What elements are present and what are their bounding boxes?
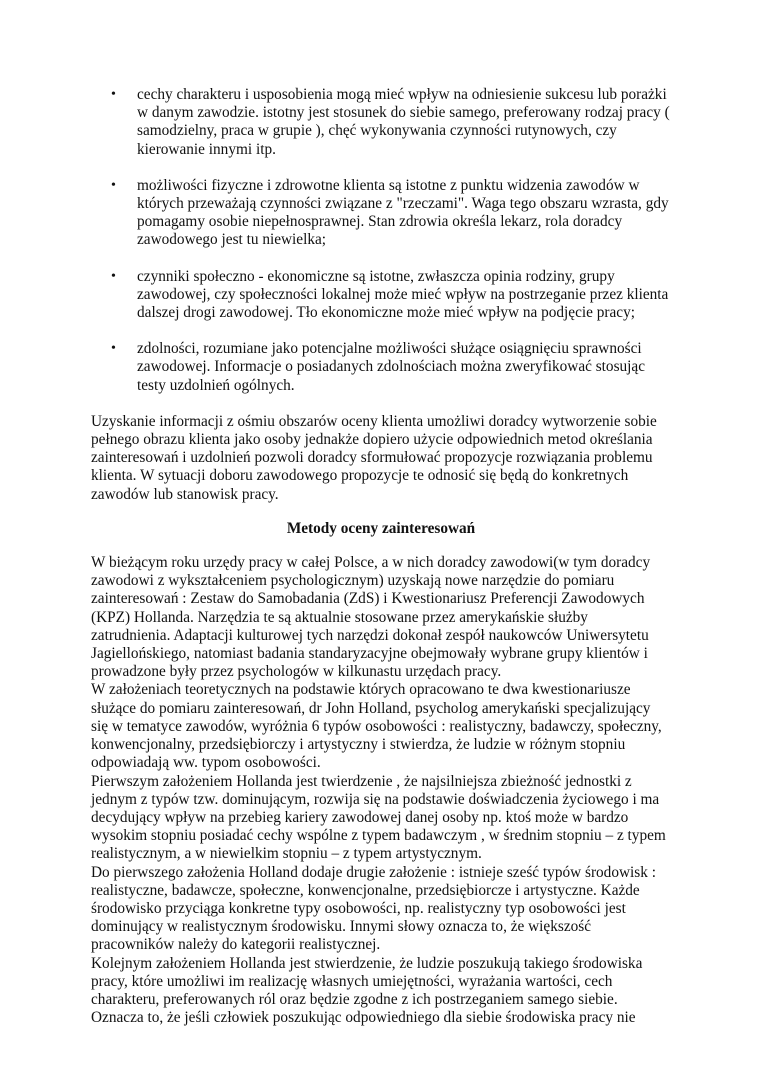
list-item (91, 268, 671, 323)
body-paragraph: Do pierwszego założenia Holland dodaje drugie założenie : istnieje sześć typów środowisk : realistyczne, badawcze, społeczne, konwencjonalne, przedsiębiorcze i artystyczne. Każde środowisko przyciąga konkretne typy osobowości, np. realistyczny typ osobowości jest dominujący w realistycznym środowisku. Innymi słowy oznacza to, że większość pracowników należy do kategorii realistycznej. (91, 863, 656, 954)
list-item (91, 86, 671, 159)
section-heading: Metody oceny zainteresowań (286, 519, 476, 537)
body-paragraph: W bieżącym roku urzędy pracy w całej Polsce, a w nich doradcy zawodowi(w tym doradcy zawodowi z wykształceniem psychologicznym) uzyskają nowe narzędzie do pomiaru zainteresowań : Zestaw do Samobadania (ZdS) i Kwestionariusz Preferencji Zawodowych (KPZ) Hollanda. Narzędzia te są aktualnie stosowane przez amerykańskie służby zatrudnienia. Adaptacji kulturowej tych narzędzi dokonał zespół naukowców Uniwersytetu Jagiellońskiego, natomiast badania standaryzacyjne obejmowały wybrane grupy klientów i prowadzone były przez psychologów w kilkunastu urzędach pracy. (91, 554, 651, 681)
list-item (91, 340, 671, 395)
bullet-text: czynniki społeczno - ekonomiczne są istotne, zwłaszcza opinia rodziny, grupy zawodowej, czy społeczności lokalnej może mieć wpływ na postrzeganie przez klienta dalszej drogi zawodowej. Tło ekonomiczne może mieć wpływ na podjęcie pracy; (137, 267, 669, 322)
body-paragraph: Kolejnym założeniem Hollanda jest stwierdzenie, że ludzie poszukują takiego środowiska pracy, które umożliwi im realizację własnych umiejętności, wyrażania wartości, cech charakteru, preferowanych ról oraz będzie zgodne z ich postrzeganiem samego siebie. Oznacza to, że jeśli człowiek poszukując odpowiedniego dla siebie środowiska pracy nie (91, 954, 643, 1027)
bullet-icon: • (111, 87, 116, 102)
bullet-text: możliwości fizyczne i zdrowotne klienta są istotne z punktu widzenia zawodów w których przeważają czynności związane z "rzeczami". Waga tego obszaru wzrasta, gdy pomagamy osobie niepełnosprawnej. Stan zdrowia określa lekarz, rola doradcy zawodowego jest tu niewielka; (137, 176, 669, 249)
body-paragraph: Pierwszym założeniem Hollanda jest twierdzenie , że najsilniejsza zbieżność jednostki z jednym z typów tzw. dominującym, rozwija się na podstawie doświadczenia życiowego i ma decydujący wpływ na przebieg kariery zawodowej danej osoby np. ktoś może w bardzo wysokim stopniu posiadać cechy wspólne z typem badawczym , w średnim stopniu – z typem realistycznym, a w niewielkim stopniu – z typem artystycznym. (91, 772, 666, 863)
bullet-icon: • (111, 341, 116, 357)
document-page (91, 86, 671, 1027)
bullet-text: cechy charakteru i usposobienia mogą mieć wpływ na odniesienie sukcesu lub porażki w danym zawodzie. istotny jest stosunek do siebie samego, preferowany rodzaj pracy ( samodzielny, praca w grupie ), chęć wykonywania czynności rutynowych, czy kierowanie innymi itp. (137, 86, 670, 158)
bullet-icon: • (111, 268, 116, 284)
bullet-list (91, 86, 671, 395)
summary-paragraph: Uzyskanie informacji z ośmiu obszarów oceny klienta umożliwi doradcy wytworzenie sobie pełnego obrazu klienta jako osoby jednakże dopiero użycie odpowiednich metod określania zainteresowań i uzdolnień pozwoli doradcy sformułować propozycje rozwiązania problemu klienta. W sytuacji doboru zawodowego propozycje te odnosić się będą do konkretnych zawodów lub stanowisk pracy. (91, 412, 657, 503)
bullet-icon: • (111, 177, 116, 193)
bullet-text: zdolności, rozumiane jako potencjalne możliwości służące osiągnięciu sprawności zawodowej. Informacje o posiadanych zdolnościach można zweryfikować stosując testy uzdolnień ogólnych. (137, 340, 646, 394)
body-paragraph: W założeniach teoretycznych na podstawie których opracowano te dwa kwestionariusze służące do pomiaru zainteresowań, dr John Holland, psycholog amerykański specjalizujący się w tematyce zawodów, wyróżnia 6 typów osobowości : realistyczny, badawczy, społeczny, konwencjonalny, przedsiębiorczy i artystyczny i stwierdza, że ludzie w różnym stopniu odpowiadają ww. typom osobowości. (91, 681, 662, 772)
list-item (91, 177, 671, 250)
